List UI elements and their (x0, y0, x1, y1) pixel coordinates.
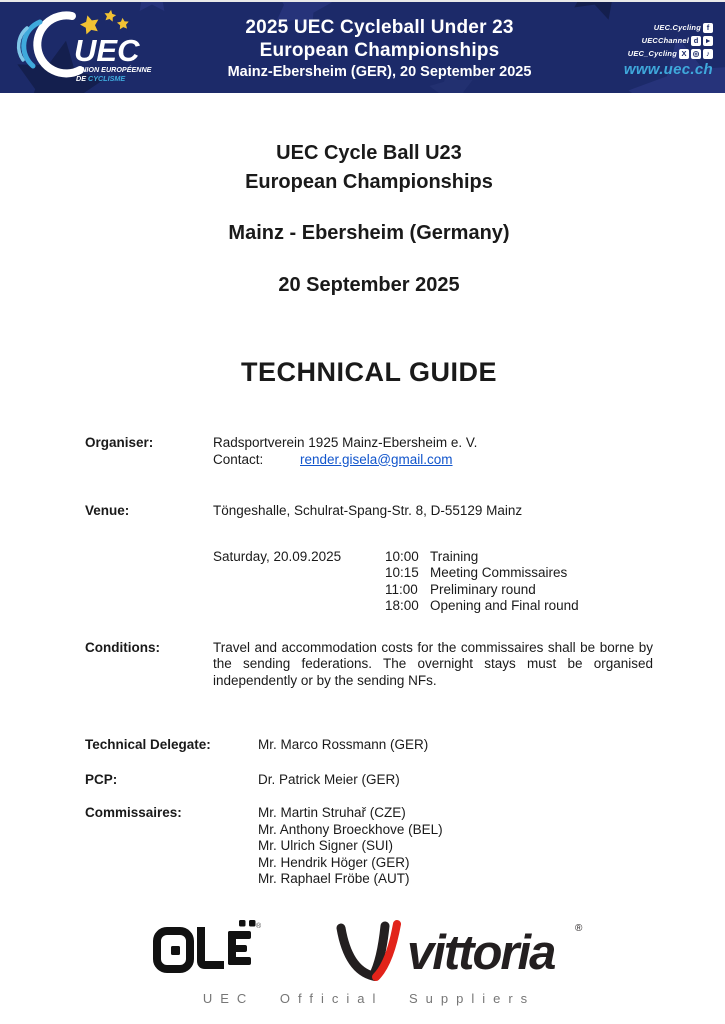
tiktok-icon: ♪ (703, 49, 713, 59)
commissaire-name: Mr. Anthony Broeckhove (BEL) (258, 821, 443, 837)
ale-registered-mark: ® (256, 922, 262, 930)
commissaires-label: Commissaires: (85, 805, 182, 820)
uec-official-suppliers-label: UEC Official Suppliers (202, 990, 536, 1006)
commissaire-name: Mr. Martin Struhař (CZE) (258, 805, 406, 820)
event-location: Mainz - Ebersheim (Germany) (228, 222, 510, 244)
conditions-text: Travel and accommodation costs for the commissaires shall be borne by the sending federations. The overnight stays must be organised independently or by the sending NFs. (213, 639, 653, 688)
event-title-line2: European Championships (245, 171, 493, 193)
schedule-item (385, 549, 579, 566)
logo-stars (78, 8, 129, 34)
youtube-icon: ▸ (703, 36, 713, 46)
pcp-row (85, 772, 653, 789)
organiser-row (85, 435, 653, 468)
document-body (0, 139, 725, 1006)
organiser-label: Organiser: (85, 435, 154, 450)
social-row-facebook (591, 22, 713, 34)
organiser-name: Radsportverein 1925 Mainz-Ebersheim e. V. (213, 435, 478, 450)
venue-value: Töngeshalle, Schulrat-Spang-Str. 8, D-55129 Mainz (213, 503, 523, 518)
ale-logo (151, 919, 263, 977)
conditions-label: Conditions: (85, 639, 160, 655)
banner-title-line3: Mainz-Ebersheim (GER), 20 September 2025 (227, 63, 532, 80)
commissaire-name: Mr. Ulrich Signer (SUI) (258, 838, 394, 853)
pcp-label: PCP: (85, 771, 118, 787)
vittoria-wordmark: vittoria (407, 925, 555, 980)
technical-delegate-row (85, 737, 653, 754)
vittoria-logo (335, 915, 587, 981)
logo-subtitle-de: DE (76, 73, 86, 83)
event-title-line1: UEC Cycle Ball U23 (276, 142, 462, 164)
organiser-email-link[interactable]: render.gisela@gmail.com (300, 451, 453, 467)
logo-uec-text: UEC (74, 32, 140, 68)
venue-label: Venue: (85, 503, 130, 518)
schedule-activity: Preliminary round (430, 581, 536, 597)
pcp-name: Dr. Patrick Meier (GER) (258, 771, 400, 787)
commissaires-row (85, 805, 653, 888)
banner-social-block (591, 18, 713, 78)
instagram-icon: ◎ (692, 48, 700, 58)
contact-label: Contact: (213, 451, 264, 467)
social-handle-channel: UECChannel (641, 36, 689, 45)
technical-delegate-label: Technical Delegate: (85, 737, 211, 752)
commissaires-list (258, 805, 443, 888)
social-row-x-insta-tiktok (591, 48, 713, 60)
social-handle-facebook: UEC.Cycling (653, 23, 701, 32)
venue-row (85, 503, 653, 520)
event-date: 20 September 2025 (278, 274, 460, 296)
uec-logo (10, 8, 168, 88)
banner-title-line1: 2025 UEC Cycleball Under 23 (245, 16, 514, 38)
conditions-row (85, 640, 653, 690)
schedule-activity: Meeting Commissaires (430, 565, 568, 580)
dailymotion-icon: d (691, 36, 701, 46)
schedule-time: 10:00 (385, 548, 419, 564)
schedule-row (85, 549, 653, 615)
supplier-logos-row (85, 915, 653, 981)
schedule-day: Saturday, 20.09.2025 (213, 548, 342, 564)
logo-subtitle-1: UNION EUROPÉENNE (76, 64, 152, 74)
schedule-activity: Training (430, 548, 479, 564)
schedule-items (385, 549, 579, 615)
technical-delegate-name: Mr. Marco Rossmann (GER) (258, 737, 429, 752)
logo-subtitle-cyclisme: CYCLISME (88, 73, 126, 83)
vittoria-registered-mark: ® (575, 922, 583, 934)
schedule-time: 11:00 (385, 581, 418, 597)
schedule-item (385, 565, 579, 582)
schedule-item (385, 582, 579, 599)
schedule-time: 10:15 (385, 565, 419, 580)
social-row-channels (591, 35, 713, 47)
banner-title-line2: European Championships (259, 39, 500, 61)
event-header-banner (0, 0, 725, 93)
schedule-activity: Opening and Final round (430, 598, 579, 613)
banner-title-block (168, 14, 591, 82)
x-icon: X (679, 49, 689, 59)
facebook-icon: f (703, 23, 713, 33)
commissaire-name: Mr. Raphael Fröbe (AUT) (258, 871, 410, 886)
event-title-block (85, 139, 653, 197)
social-handle-x: UEC_Cycling (627, 49, 677, 58)
commissaire-name: Mr. Hendrik Höger (GER) (258, 854, 410, 870)
uec-website-link: www.uec.ch (623, 60, 713, 78)
schedule-label-spacer (85, 549, 213, 615)
schedule-item (385, 598, 579, 615)
page-title: TECHNICAL GUIDE (240, 357, 497, 387)
schedule-time: 18:00 (385, 598, 419, 613)
